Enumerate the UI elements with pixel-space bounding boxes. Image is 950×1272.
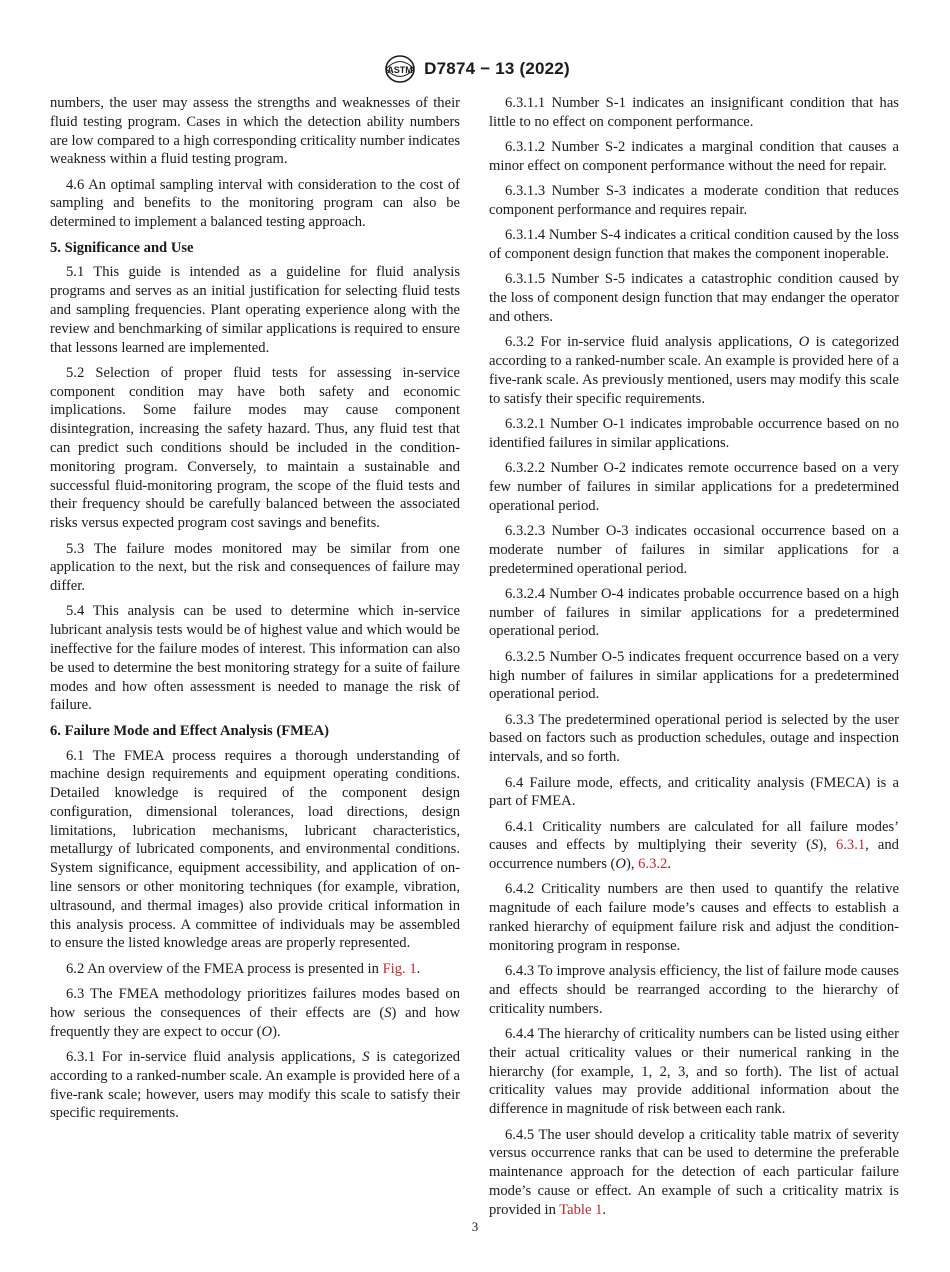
paragraph-6-4-5: 6.4.5 The user should develop a criticality table matrix of severity versus occurrence ranks that can be used to determine the preferable maintenance approach for the detection of each particular failure mode’s cause or effect. An example of such a criticality matrix is provided in Table 1. <box>489 1126 899 1218</box>
paragraph-6-3-2-5: 6.3.2.5 Number O-5 indicates frequent occurrence based on a very high number of failures in similar applications for a predetermined operational period. <box>489 648 899 703</box>
paragraph-6-4-4: 6.4.4 The hierarchy of criticality numbers can be listed using either their actual criticality values or their numerical ranking in the hierarchy (for example, 1, 2, 3, and so forth). The list of actual criticality values may provide additional information about the difference in magnitude of risk between each rank. <box>489 1026 899 1118</box>
paragraph-6-3-1-1: 6.3.1.1 Number S-1 indicates an insignificant condition that has little to no effect on component performance. <box>489 95 899 130</box>
paragraph-6-3: 6.3 The FMEA methodology prioritizes failures modes based on how serious the consequences of their effects are (S) and how frequently they are expect to occur (O). <box>50 986 460 1040</box>
paragraph-6-3-1-2: 6.3.1.2 Number S-2 indicates a marginal condition that causes a minor effect on component performance without the need for repair. <box>489 139 899 174</box>
paragraph-6-2: 6.2 An overview of the FMEA process is presented in Fig. 1. <box>66 960 421 977</box>
svg-text:ASTM: ASTM <box>387 65 413 75</box>
paragraph-6-3-2: 6.3.2 For in-service fluid analysis applications, O is categorized according to a ranked-number scale. An example is provided here of a five-rank scale. As previously mentioned, users may modify this scale to satisfy their specific requirements. <box>489 334 899 407</box>
left-column <box>50 94 460 1130</box>
table-1-link[interactable]: Table 1 <box>559 1201 603 1218</box>
paragraph-4-6: 4.6 An optimal sampling interval with consideration to the cost of sampling and benefits to the monitoring program can also be determined to implement a balanced testing approach. <box>50 176 460 231</box>
paragraph-6-3-1: 6.3.1 For in-service fluid analysis applications, S is categorized according to a ranked-number scale. An example is provided here of a five-rank scale; however, users may modify this scale to satisfy their specific requirements. <box>50 1048 460 1122</box>
paragraph-6-4: 6.4 Failure mode, effects, and criticality analysis (FMECA) is a part of FMEA. <box>489 774 899 810</box>
section-6-3-1-link[interactable]: 6.3.1 <box>835 837 866 854</box>
section-heading-6: 6. Failure Mode and Effect Analysis (FMEA) <box>50 722 330 739</box>
paragraph-6-4-2: 6.4.2 Criticality numbers are then used to quantify the relative magnitude of each failure mode’s causes and effects to establish a ranked hierarchy of equipment failure risk and adjust the condition-monitoring program in response. <box>489 881 899 954</box>
paragraph-6-3-2-1: 6.3.2.1 Number O-1 indicates improbable occurrence based on no identified failures in similar applications. <box>489 415 899 451</box>
paragraph-5-4: 5.4 This analysis can be used to determine which in-service lubricant analysis tests would be of highest value and which would be ineffective for the failure modes of interest. This information can also be used to determine the best monitoring strategy for a suite of failure modes and how often assessment is needed to manage the risk of failure. <box>50 603 460 714</box>
paragraph-6-4-3: 6.4.3 To improve analysis efficiency, the list of failure mode causes and effects should be rearranged according to the hierarchy of criticality numbers. <box>489 963 899 1017</box>
paragraph-6-3-3: 6.3.3 The predetermined operational period is selected by the user based on factors such as production schedules, outage and inspection intervals, and so forth. <box>489 711 899 766</box>
paragraph: numbers, the user may assess the strengths and weaknesses of their fluid testing program. Cases in which the detection ability numbers are low compared to a high corresponding criticality number indicates weakness within a fluid testing program. <box>50 95 460 168</box>
section-6-3-2-link[interactable]: 6.3.2 <box>638 856 668 873</box>
paragraph-6-3-2-2: 6.3.2.2 Number O-2 indicates remote occurrence based on a very few number of failures in similar applications for a predetermined operational period. <box>489 460 899 514</box>
paragraph-5-2: 5.2 Selection of proper fluid tests for assessing in-service component condition may have both safety and economic implications. Some failure modes may cause component disintegration, increasing the safety hazard. Thus, any fluid test that can predict such conditions should be included in the condition-monitoring program. Conversely, to maintain a sustainable and successful fluid-monitoring program, the scope of the fluid tests and their frequency should be carefully balanced between the associated risks versus expected program cost savings and benefits. <box>50 364 460 532</box>
document-designation: D7874 − 13 (2022) <box>424 59 570 78</box>
paragraph-5-3: 5.3 The failure modes monitored may be similar from one application to the next, but the risk and consequences of failure may differ. <box>50 540 460 595</box>
paragraph-6-3-1-5: 6.3.1.5 Number S-5 indicates a catastrophic condition caused by the loss of component design function that may endanger the operator and others. <box>489 271 899 325</box>
astm-logo-icon <box>380 54 420 84</box>
page-number: 3 <box>471 1219 479 1234</box>
paragraph-5-1: 5.1 This guide is intended as a guideline for fluid analysis programs and serves as an initial justification for selecting fluid tests and sampling frequencies. Plant operating experience along with the review and benchmarking of similar applications is required to ensure that lessons learned are implemented. <box>50 264 460 356</box>
paragraph-6-1: 6.1 The FMEA process requires a thorough understanding of machine design requirements and equipment operating conditions. Detailed knowledge is required of the component design configuration, dimensional tolerances, load directions, design limitations, lubrication mechanisms, lubricant characteristics, metallurgy of lubricated components, and environmental conditions. System significance, equipment accessibility, and application of on-line sensors or other monitoring techniques (for example, vibration, ultrasound, and thermal images) also provide critical information in this analysis process. A committee of individuals may be assembled to ensure the listed knowledge areas are properly represented. <box>50 747 460 952</box>
figure-1-link[interactable]: Fig. 1 <box>382 960 417 977</box>
page-header <box>0 52 950 86</box>
paragraph-6-3-2-4: 6.3.2.4 Number O-4 indicates probable occurrence based on a high number of failures in similar applications for a predetermined operational period. <box>489 585 899 640</box>
paragraph-6-4-1: 6.4.1 Criticality numbers are calculated for all failure modes’ causes and effects by multiplying their severity (S), 6.3.1, and occurrence numbers (O), 6.3.2. <box>489 818 899 873</box>
paragraph-6-3-1-3: 6.3.1.3 Number S-3 indicates a moderate condition that reduces component performance and requires repair. <box>489 183 899 218</box>
right-column <box>489 94 899 1226</box>
paragraph-6-3-2-3: 6.3.2.3 Number O-3 indicates occasional occurrence based on a moderate number of failures in similar applications for a predetermined operational period. <box>489 522 899 577</box>
paragraph-6-3-1-4: 6.3.1.4 Number S-4 indicates a critical condition caused by the loss of component design function that makes the component inoperable. <box>489 227 899 263</box>
section-heading-5: 5. Significance and Use <box>50 239 194 256</box>
